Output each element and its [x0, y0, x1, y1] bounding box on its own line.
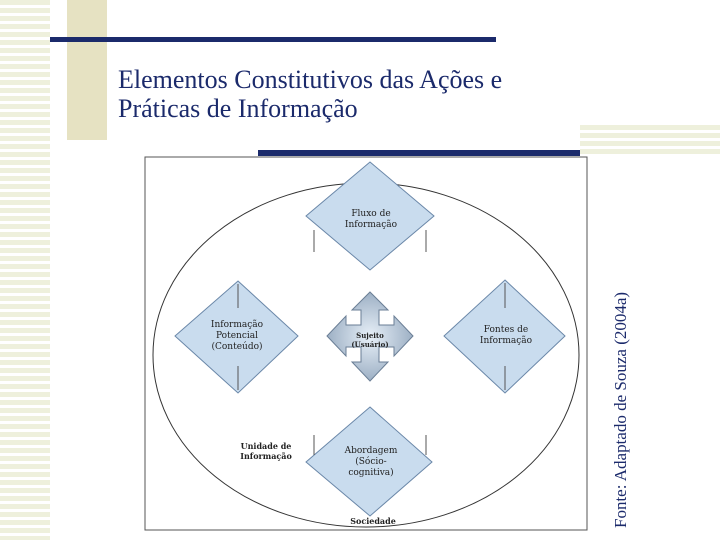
bottom-node-label: Abordagem (Sócio-cognitiva)	[344, 446, 398, 478]
slide-title-line-2: Práticas de Informação	[118, 94, 358, 123]
slide-title-line-1: Elementos Constitutivos das Ações e	[118, 65, 503, 94]
source-caption: Fonte: Adaptado de Souza (2004a)	[611, 291, 630, 528]
right-node-label: Fontes de Informação	[479, 325, 533, 346]
center-node-label: Sujeito (Usuário)	[351, 331, 389, 349]
left-node-label: Informação Potencial (Conteúdo)	[210, 320, 264, 352]
top-node-label: Fluxo de Informação	[344, 209, 398, 230]
outer-label: Sociedade	[350, 516, 396, 526]
corner-label: Unidade de Informação	[240, 441, 292, 461]
